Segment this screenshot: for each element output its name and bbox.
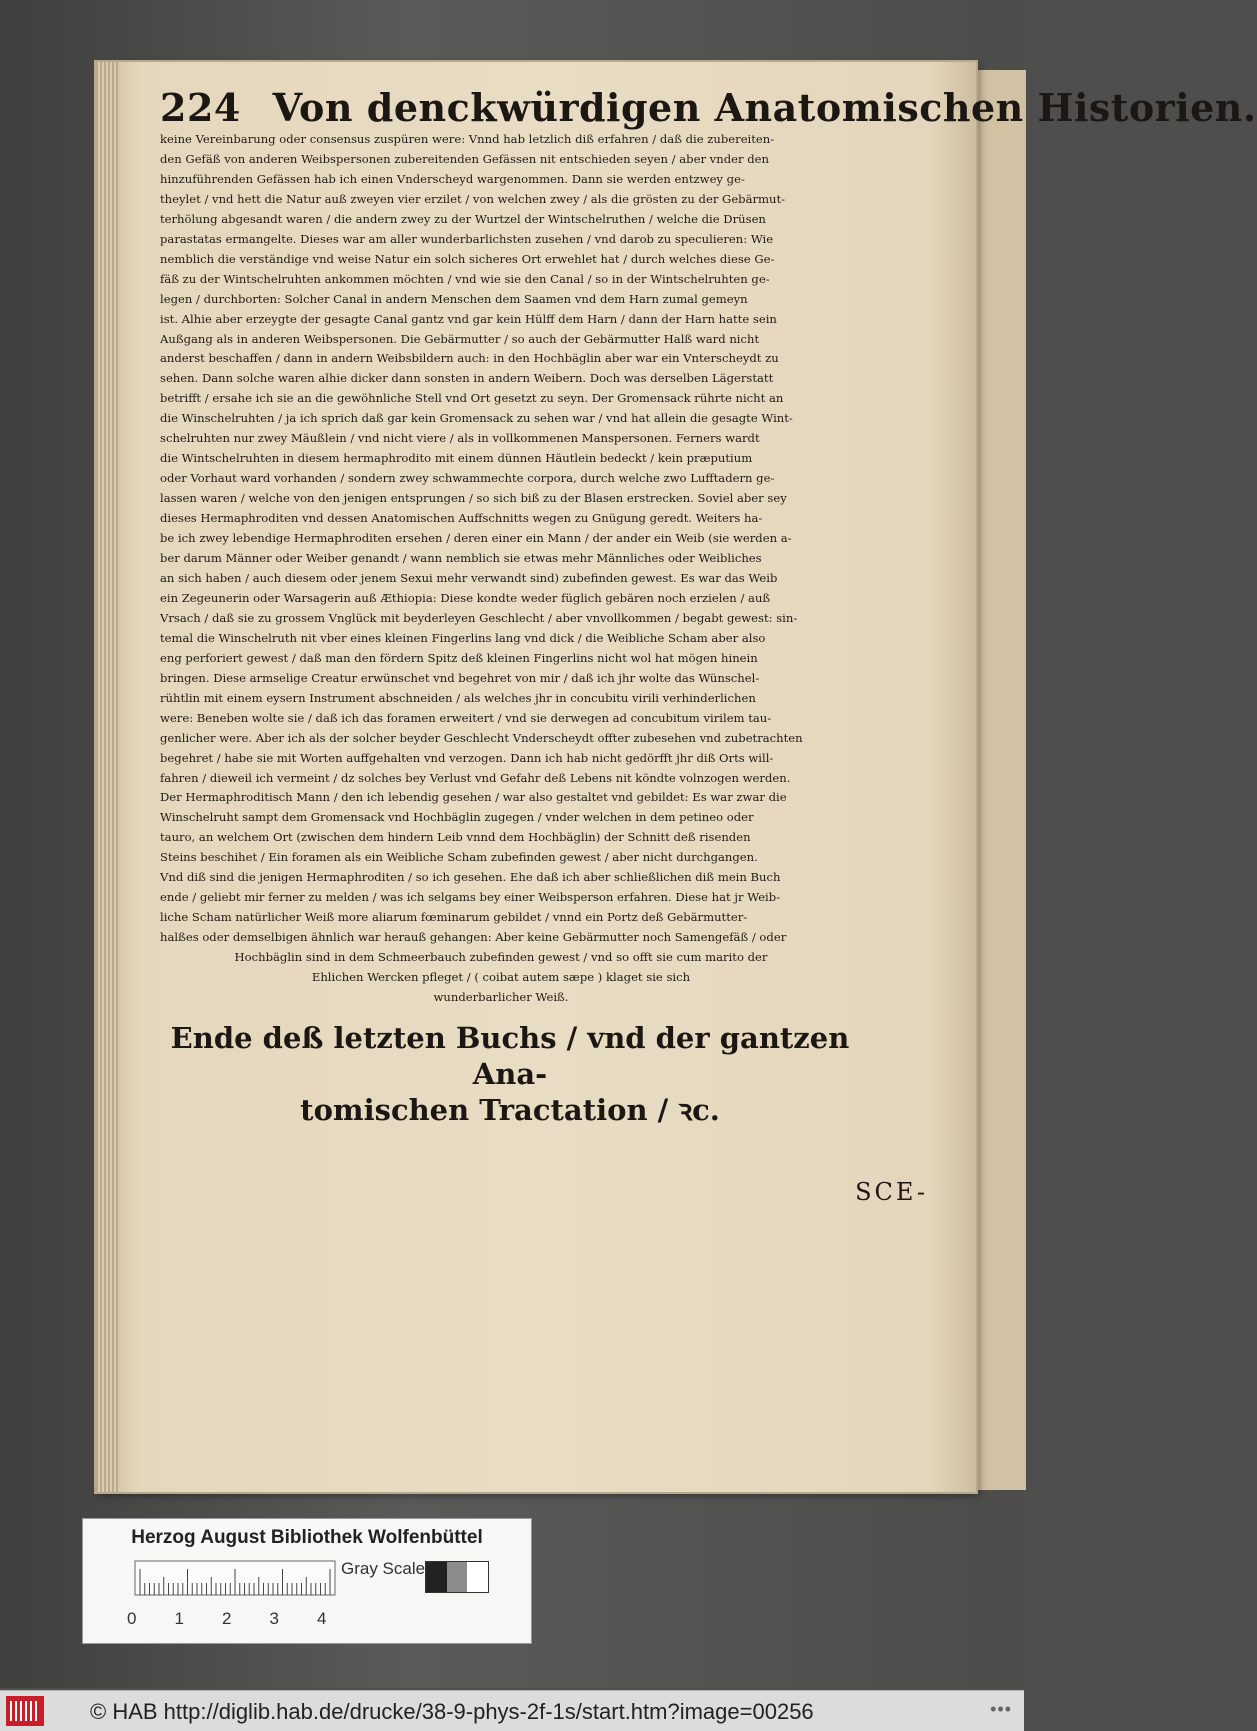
viewer-footer <box>0 1690 1024 1731</box>
text-line: fahren / dieweil ich vermeint / dz solches bey Verlust vnd Gefahr deß Lebens nit köndte volnzogen werden. <box>160 770 791 785</box>
text-line: Winschelruht sampt dem Gromensack vnd Hochbäglin zugegen / vnder welchen in dem petineo oder <box>160 810 754 825</box>
text-line: legen / durchborten: Solcher Canal in andern Menschen dem Saamen vnd dem Harn zumal gemeyn <box>160 291 748 306</box>
text-line: wunderbarlicher Weiß. <box>433 989 569 1004</box>
text-line: Steins beschihet / Ein foramen als ein Weibliche Scham zubefinden gewest / aber nicht durchgangen. <box>160 850 758 865</box>
ruler-numbers <box>127 1609 357 1631</box>
text-line: fäß zu der Wintschelruhten ankommen möchten / vnd wie sie den Canal / so in der Wintschelruhten ge- <box>160 271 770 286</box>
page-fore-edge <box>96 62 118 1492</box>
text-line: eng perforiert gewest / daß man den fördern Spitz deß kleinen Fingerlins nicht wol hat mögen hinein <box>160 650 758 665</box>
gray-scale-swatch <box>425 1561 489 1593</box>
page-header <box>160 85 1257 130</box>
text-line: hinzuführenden Gefässen hab ich einen Vnderscheyd wargenommen. Dann sie werden entzwey ge- <box>160 171 745 186</box>
text-line: Der Hermaphroditisch Mann / den ich lebendig gesehen / war also gestaltet vnd gebildet: Es war zwar die <box>160 790 787 805</box>
end-block <box>160 1020 860 1128</box>
text-line: anderst beschaffen / dann in andern Weibsbildern auch: in den Hochbäglin aber war ein Vnterscheydt zu <box>160 351 779 366</box>
text-line: ein Zegeunerin oder Warsagerin auß Æthiopia: Diese kondte weder füglich gebären noch erzielen / auß <box>160 590 771 605</box>
text-line: parastatas ermangelte. Dieses war am aller wunderbarlichsten zusehen / vnd darob zu speculieren: Wie <box>160 231 774 246</box>
text-line: Ehlichen Wercken pfleget / ( coibat autem sæpe ) klaget sie sich <box>311 970 691 985</box>
text-line: betrifft / ersahe ich sie an die gewöhnliche Stell vnd Ort gesetzt zu seyn. Der Gromensack rührte nicht an <box>160 391 784 406</box>
text-line: Vrsach / daß sie zu grossem Vnglück mit beyderleyen Geschlecht / aber vnvollkommen / begabt gewest: sin- <box>160 610 798 625</box>
page-number: 224 <box>160 85 241 130</box>
text-line: Vnd diß sind die jenigen Hermaphroditen / so ich gesehen. Ehe daß ich aber schließlichen diß mein Buch <box>160 870 781 885</box>
text-line: oder Vorhaut ward vorhanden / sondern zwey schwammechte corpora, durch welche zwo Lufftadern ge- <box>160 471 775 486</box>
text-line: rühtlin mit einem eysern Instrument abschneiden / als welches jhr in concubitu virili verhinderlichen <box>160 690 756 705</box>
text-line: theylet / vnd hett die Natur auß zweyen vier erzilet / von welchen zwey / als die grösten zu der Gebärmut- <box>160 191 786 206</box>
gray-scale-label: Gray Scale <box>341 1559 426 1578</box>
ruler-scale <box>135 1561 335 1595</box>
institution-name: Herzog August Bibliothek Wolfenbüttel <box>131 1527 483 1548</box>
gray-swatch-cell <box>447 1562 468 1592</box>
body-text <box>160 130 842 1008</box>
ruler-number: 2 <box>222 1609 232 1628</box>
gray-swatch-cell <box>467 1562 488 1592</box>
text-line: sehen. Dann solche waren alhie dicker dann sonsten in andern Weibern. Doch was derselben Lägerstatt <box>160 371 774 386</box>
catchword: SCE- <box>855 1178 928 1206</box>
text-line: schelruhten nur zwey Mäußlein / vnd nicht viere / als in vollkommenen Manspersonen. Ferners wardt <box>160 431 760 446</box>
hab-logo-icon <box>6 1696 44 1726</box>
text-line: den Gefäß von anderen Weibspersonen zubereitenden Gefässen nit entschieden seyen / aber vnder den <box>160 151 769 166</box>
text-line: bringen. Diese armselige Creatur erwünschet vnd begehret von mir / daß ich jhr wolte das Wünschel- <box>160 670 760 685</box>
text-line: tauro, an welchem Ort (zwischen dem hindern Leib vnnd dem Hochbäglin) der Schnitt deß risenden <box>160 830 751 845</box>
text-line: begehret / habe sie mit Worten auffgehalten vnd verzogen. Dann ich hab nicht gedörfft jhr diß Orts will- <box>160 750 774 765</box>
end-subtitle: tomischen Tractation / ꝛc. <box>300 1093 720 1127</box>
source-url[interactable]: © HAB http://diglib.hab.de/drucke/38-9-phys-2f-1s/start.htm?image=00256 <box>90 1699 814 1724</box>
text-line: liche Scham natürlicher Weiß more aliarum fœminarum gebildet / vnnd ein Portz deß Gebärmutter- <box>160 910 748 925</box>
text-line: die Winschelruhten / ja ich sprich daß gar kein Gromensack zu sehen war / vnd hat allein die gesagte Wint- <box>160 411 793 426</box>
reference-card <box>82 1518 532 1644</box>
text-line: ist. Alhie aber erzeygte der gesagte Canal gantz vnd gar kein Hülff dem Harn / dann der Harn hatte sein <box>160 311 777 326</box>
text-line: Außgang als in anderen Weibspersonen. Die Gebärmutter / so auch der Gebärmutter Halß ward nicht <box>160 331 760 346</box>
more-menu-icon[interactable]: ••• <box>990 1699 1012 1719</box>
text-line: genlicher were. Aber ich als der solcher beyder Geschlecht Vnderscheydt offter zubesehen vnd zubetrachten <box>160 730 803 745</box>
running-title: Von denckwürdigen Anatomischen Historien. <box>272 85 1257 130</box>
text-line: were: Beneben wolte sie / daß ich das foramen erweitert / vnd sie derwegen ad concubitum virilem tau- <box>160 710 772 725</box>
ruler-number: 1 <box>174 1609 184 1628</box>
text-line: temal die Winschelruth nit vber eines kleinen Fingerlins lang vnd dick / die Weibliche Scham aber also <box>160 630 766 645</box>
text-line: die Wintschelruhten in diesem hermaphrodito mit einem dünnen Häutlein bedeckt / kein præputium <box>160 451 753 466</box>
text-line: terhölung abgesandt waren / die andern zwey zu der Wurtzel der Wintschelruthen / welche die Drüsen <box>160 211 766 226</box>
text-line: keine Vereinbarung oder consensus zuspüren were: Vnnd hab letzlich diß erfahren / daß die zubereiten- <box>160 132 775 146</box>
text-line: ber darum Männer oder Weiber genandt / wann nemblich sie etwas mehr Männliches oder Weibliches <box>160 551 762 566</box>
text-line: Hochbäglin sind in dem Schmeerbauch zubefinden gewest / vnd so offt sie cum marito der <box>234 950 768 965</box>
ruler-number: 0 <box>127 1609 137 1628</box>
ruler-number: 3 <box>269 1609 279 1628</box>
ruler-number: 4 <box>317 1609 327 1628</box>
text-line: ende / geliebt mir ferner zu melden / was ich selgams bey einer Weibsperson erfahren. Diese hat jr Weib- <box>160 890 781 905</box>
text-line: halßes oder demselbigen ähnlich war herauß gehangen: Aber keine Gebärmutter noch Samengefäß / oder <box>160 930 787 945</box>
text-line: be ich zwey lebendige Hermaphroditen ersehen / deren einer ein Mann / der ander ein Weib (sie werden a- <box>160 531 792 546</box>
gray-swatch-cell <box>426 1562 447 1592</box>
text-line: nemblich die verständige vnd weise Natur ein solch sicheres Ort erwehlet hat / durch welches diese Ge- <box>160 251 775 266</box>
text-line: lassen waren / welche von den jenigen entsprungen / so sich biß zu der Blasen erstrecken. Soviel aber sey <box>160 491 787 506</box>
end-title: Ende deß letzten Buchs / vnd der gantzen Ana- <box>170 1021 850 1091</box>
text-line: dieses Hermaphroditen vnd dessen Anatomischen Auffschnitts wegen zu Gnügung geredt. Weiters ha- <box>160 511 763 526</box>
text-line: an sich haben / auch diesem oder jenem Sexui mehr verwandt sind) zubefinden gewest. Es war das Weib <box>160 570 778 585</box>
